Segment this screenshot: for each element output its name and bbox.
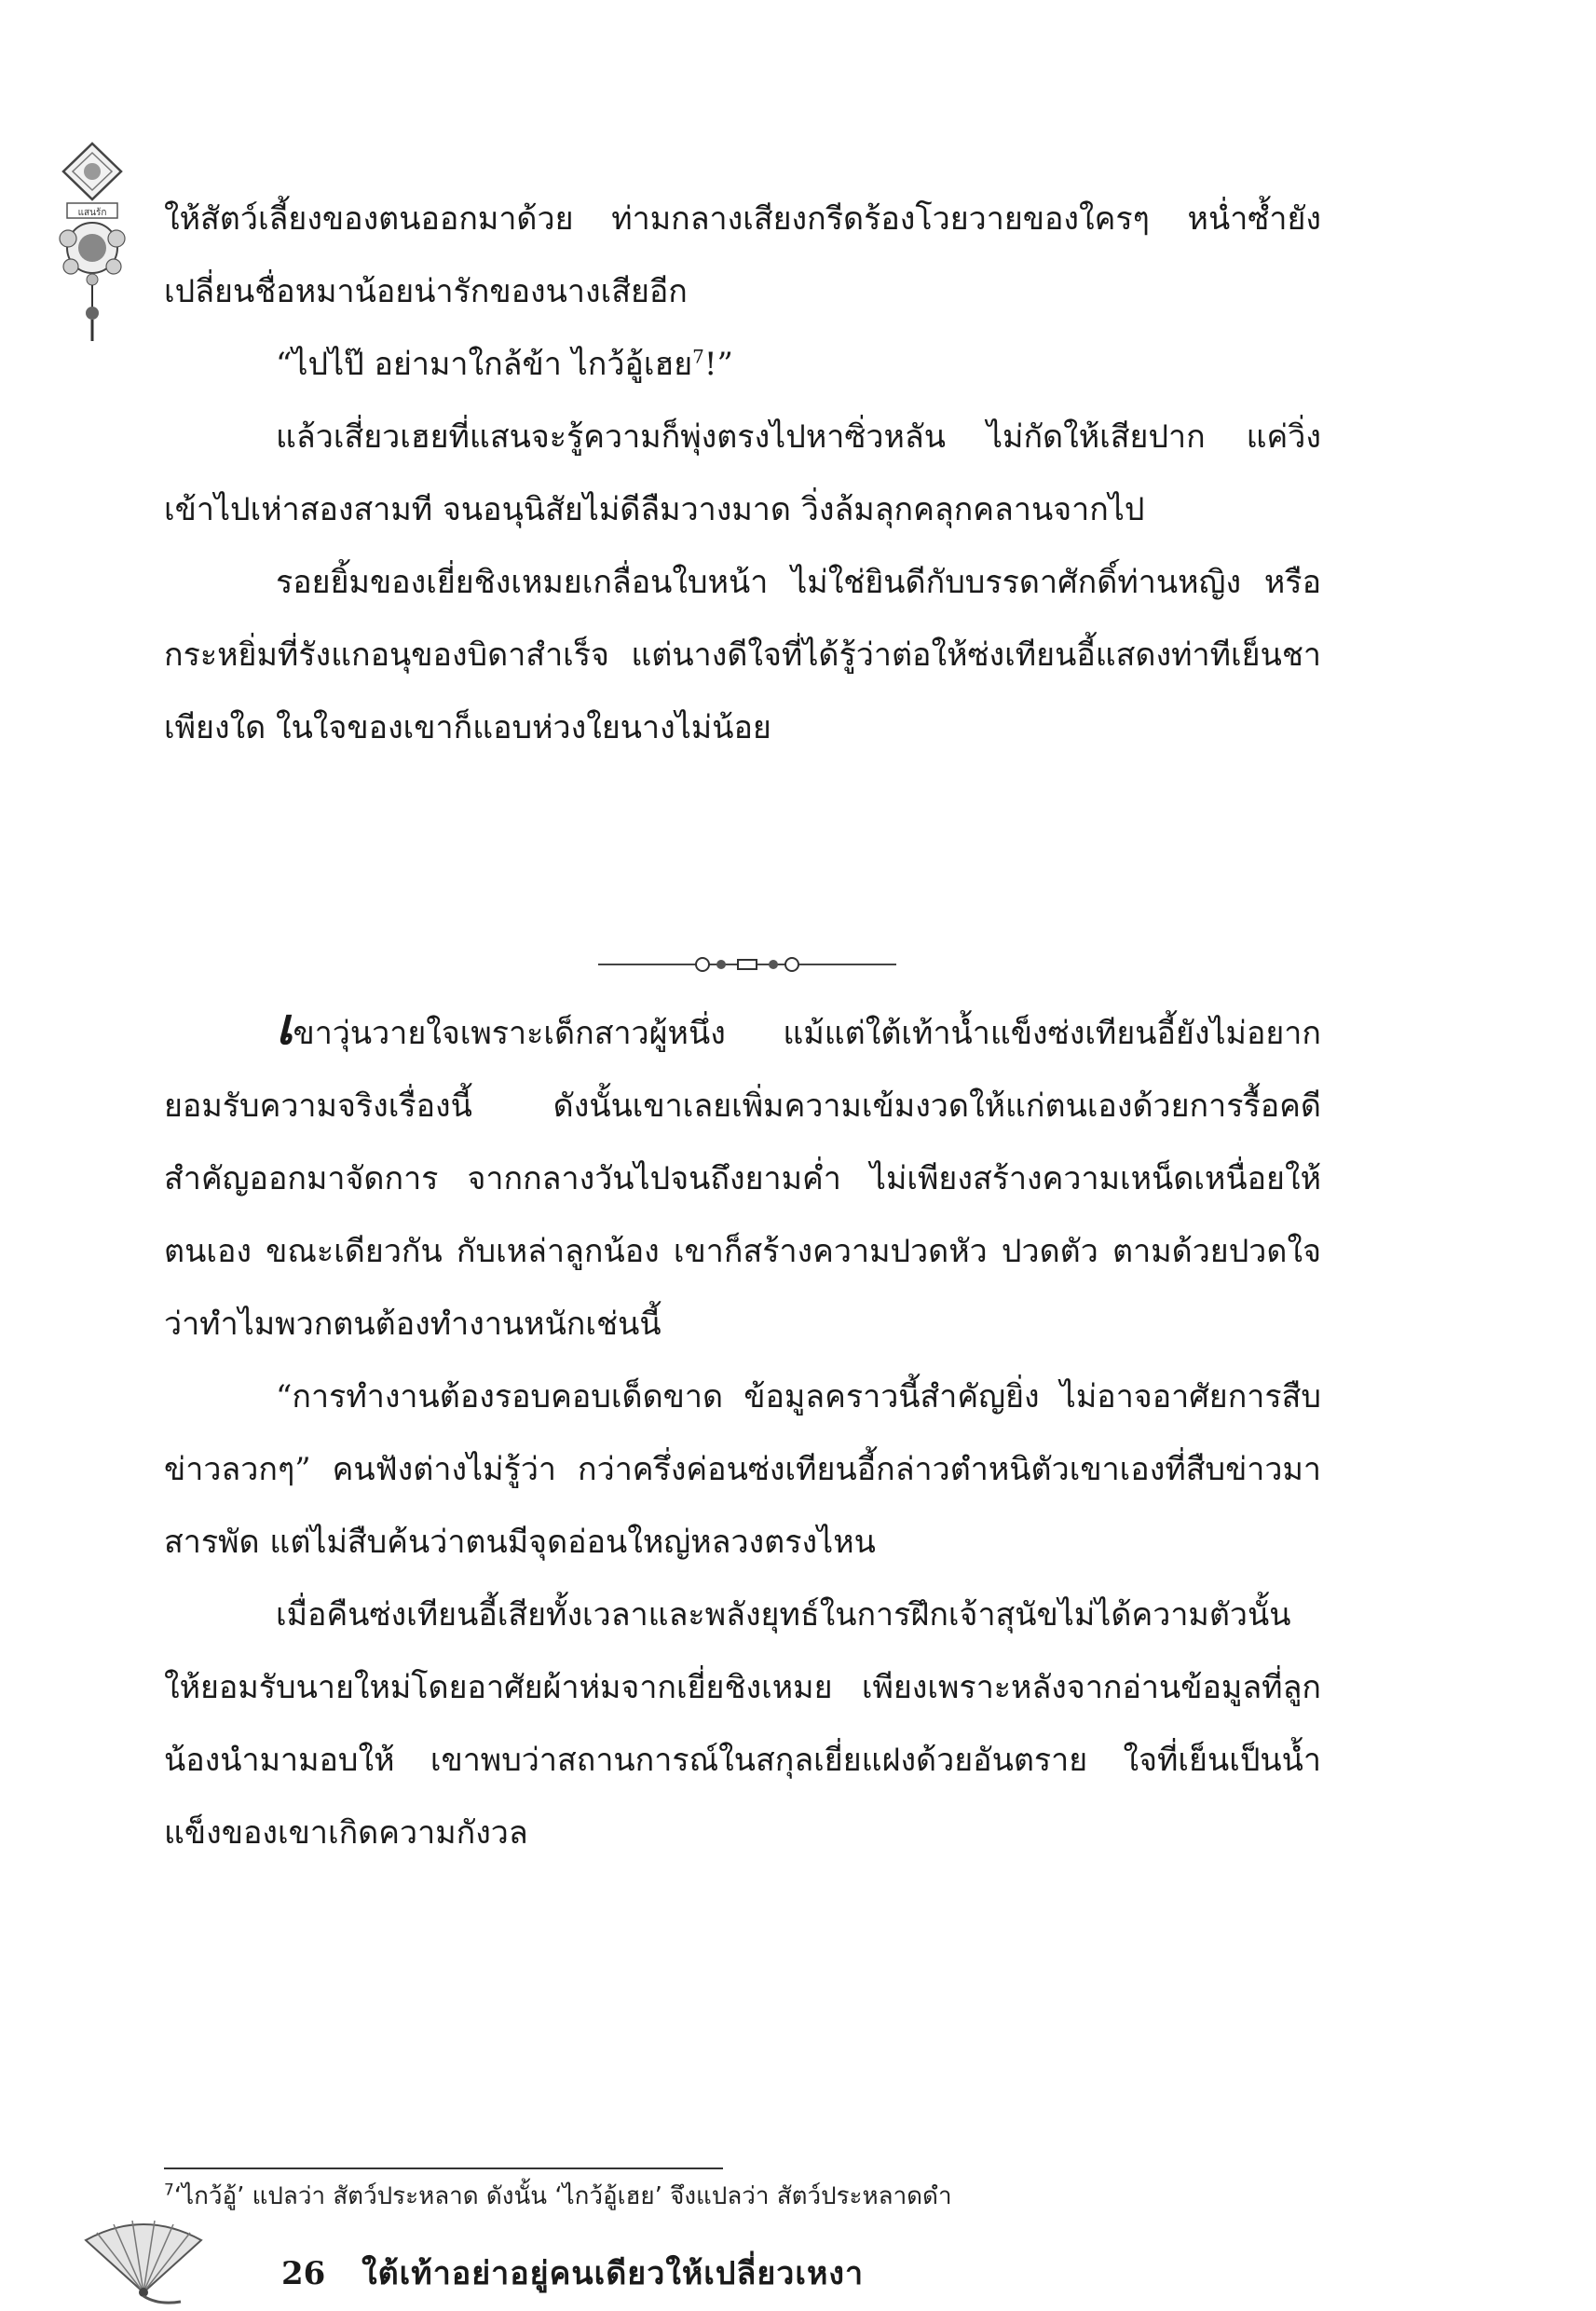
footnote [164, 2177, 1319, 2216]
footnote-reference[interactable]: 7 [692, 345, 704, 368]
paragraph: รอยยิ้มของเยี่ยชิงเหมยเกลื่อนใบหน้า ไม่ใช่ยินดีกับบรรดาศักดิ์ท่านหญิง หรือกระหยิ่มที่รังแกอนุของบิดาสำเร็จ แต่นางดีใจที่ได้รู้ว่าต่อให้ซ่งเทียนอี้แสดงท่าทีเย็นชาเพียงใด ในใจของเขาก็แอบห่วงใยนางไม่น้อย [164, 564, 1321, 746]
flower-charm-icon [54, 140, 130, 345]
drop-cap-letter: เ [276, 997, 293, 1056]
ornament-label: แสนร้ก [77, 208, 107, 218]
dialogue-end: !” [703, 346, 733, 383]
paragraph: ให้สัตว์เลี้ยงของตนออกมาด้วย ท่ามกลางเสียงกรีดร้องโวยวายของใครๆ หน่ำซ้ำยังเปลี่ยนชื่อหมาน้อยน่ารักของนางเสียอีก [164, 200, 1321, 310]
running-title: ใต้เท้าอย่าอยู่คนเดียวให้เปลี่ยวเหงา [361, 2255, 865, 2292]
drop-cap-paragraph [164, 997, 1321, 1361]
dialogue-paragraph [164, 328, 1321, 401]
paragraph: “การทำงานต้องรอบคอบเด็ดขาด ข้อมูลคราวนี้สำคัญยิ่ง ไม่อาจอาศัยการสืบข่าวลวกๆ” คนฟังต่างไม่รู้ว่า กว่าครึ่งค่อนซ่งเทียนอี้กล่าวตำหนิตัวเขาเองที่สืบข่าวมาสารพัด แต่ไม่สืบค้นว่าตนมีจุดอ่อนใหญ่หลวงตรงไหน [164, 1378, 1321, 1561]
text-block-2 [164, 997, 1321, 1869]
footnote-text: ‘ไกว้อู้’ แปลว่า สัตว์ประหลาด ดังนั้น ‘ไกว้อู้เฮย’ จึงแปลว่า สัตว์ประหลาดดำ [173, 2182, 952, 2210]
footnote-marker: 7 [164, 2181, 174, 2200]
text-block-1 [164, 183, 1321, 764]
scene-break-ornament-icon [598, 946, 896, 983]
paragraph-text: ขาวุ่นวายใจเพราะเด็กสาวผู้หนึ่ง แม้แต่ใต้เท้าน้ำแข็งซ่งเทียนอี้ยังไม่อยากยอมรับความจริงเรื่องนี้ ดังนั้นเขาเลยเพิ่มความเข้มงวดให้แก่ตนเองด้วยการรื้อคดีสำคัญออกมาจัดการ จากกลางวันไปจนถึงยามค่ำ ไม่เพียงสร้างความเหน็ดเหนื่อยให้ตนเอง ขณะเดียวกัน กับเหล่าลูกน้อง เขาก็สร้างความปวดหัว ปวดตัว ตามด้วยปวดใจว่าทำไมพวกตนต้องทำงานหนักเช่นนี้ [164, 1015, 1321, 1343]
dialogue-text: “ไปไป๊ อย่ามาใกล้ข้า ไกว้อู้เฮย [276, 346, 693, 383]
paragraph: เมื่อคืนซ่งเทียนอี้เสียทั้งเวลาและพลังยุทธ์ในการฝึกเจ้าสุนัขไม่ได้ความตัวนั้นให้ยอมรับนายใหม่โดยอาศัยผ้าห่มจากเยี่ยชิงเหมย เพียงเพราะหลังจากอ่านข้อมูลที่ลูกน้องนำมามอบให้ เขาพบว่าสถานการณ์ในสกุลเยี่ยแฝงด้วยอันตราย ใจที่เย็นเป็นน้ำแข็งของเขาเกิดความกังวล [164, 1596, 1321, 1852]
footnote-rule [164, 2167, 723, 2169]
folding-fan-icon [78, 2216, 209, 2309]
paragraph: แล้วเสี่ยวเฮยที่แสนจะรู้ความก็พุ่งตรงไปหาซิ่วหลัน ไม่กัดให้เสียปาก แค่วิ่งเข้าไปเห่าสองสามที จนอนุนิสัยไม่ดีลืมวางมาด วิ่งล้มลุกคลุกคลานจากไป [164, 418, 1321, 528]
page-number: 26 [281, 2255, 326, 2292]
